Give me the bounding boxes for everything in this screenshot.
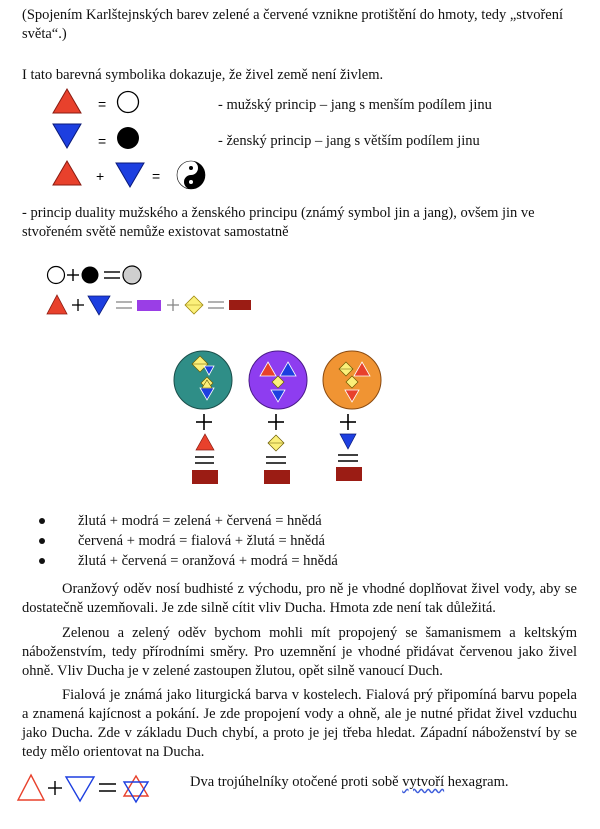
list-item: červená + modrá = fialová + žlutá = hnědá [18, 531, 578, 551]
plus-sign: + [96, 168, 105, 184]
teal-circle-group [174, 351, 232, 409]
circle-gray-icon [123, 266, 141, 284]
brown-rectangle [229, 300, 251, 310]
triangle-down-icon [88, 296, 110, 315]
triangle-up-icon [52, 160, 82, 186]
hexagram-icon [124, 776, 148, 802]
triangle-down-outline-icon [66, 777, 94, 801]
triangle-up-icon [47, 295, 67, 314]
color-mix-list [18, 511, 578, 571]
duality-paragraph: - princip duality mužského a ženského principu (známý symbol jin a jang), ovšem jin ve stvořeném světě nemůže existovat samostatně [22, 205, 535, 240]
equals-sign: = [98, 96, 107, 112]
brown-rectangle [264, 470, 290, 484]
three-circles-diagram [170, 350, 390, 490]
triangle-up-icon [52, 88, 82, 114]
circle-filled-icon [116, 126, 140, 150]
circle-outline-icon [116, 90, 140, 114]
row2-description: - ženský princip – jang s větším podílem jinu [218, 133, 480, 149]
paragraph-oranzovy: Oranžový oděv nosí budhisté z východu, pro ně je vhodné doplňovat živel vody, aby se dostatečně uzemňovali. Je zde silně cítit vliv Ducha. Hmota zde není tak důležitá. [22, 581, 577, 616]
circle-equation [46, 264, 158, 286]
triangle-down-icon [340, 434, 356, 449]
brown-rectangle [192, 470, 218, 484]
triangle-down-icon [115, 162, 145, 188]
hexagram-caption [190, 773, 580, 792]
circle-outline-icon [48, 267, 65, 284]
circle-filled-icon [82, 267, 99, 284]
purple-rectangle [137, 300, 161, 311]
equals-sign: = [98, 133, 107, 149]
list-item: žlutá + červená = oranžová + modrá = hnědá [18, 551, 578, 571]
triangle-equation [46, 292, 256, 320]
violet-circle-group [249, 351, 307, 409]
yin-yang-icon [176, 160, 206, 190]
triangle-down-icon [52, 123, 82, 149]
caption-part: Dva trojúhelníky otočené proti sobě [190, 774, 403, 790]
triangle-up-icon [196, 434, 214, 450]
spellcheck-word[interactable]: vytvoří [402, 774, 445, 790]
intro-paragraph: (Spojením Karlštejnských barev zelené a červené vznikne protištění do hmoty, tedy „stvoření světa“.) [22, 7, 564, 42]
brown-rectangle [336, 467, 362, 481]
row1-description: - mužský princip – jang s menším podílem jinu [218, 97, 492, 113]
paragraph-zelenou: Zelenou a zelený oděv bychom mohli mít propojený se šamanismem a keltským náboženstvím, tedy přírodními směry. Pro uzemnění je vhodné přidávat červenou jako živel ohně. Vliv Ducha je v zelené zastoupen žlutou, opět silně vanoucí Duch. [22, 625, 577, 679]
symbolika-paragraph: I tato barevná symbolika dokazuje, že živel země není živlem. [22, 67, 384, 83]
orange-circle-group [323, 351, 381, 409]
list-item: žlutá + modrá = zelená + červená = hnědá [18, 511, 578, 531]
caption-part: hexagram. [444, 774, 509, 790]
hexagram-equation [16, 772, 156, 804]
triangle-up-outline-icon [18, 775, 44, 800]
paragraph-fialova: Fialová je známá jako liturgická barva v kostelech. Fialová prý připomíná barvu popela a znamená kajícnost a pokání. Je zde propojení vody a ohně, ale je nutné přidat živel vzduchu jako Ducha. Zde v základu Duch chybí, a proto je jej třeba hledat. Západní náboženství by se tedy mělo orientovat na Ducha. [22, 687, 577, 760]
equals-sign: = [152, 168, 161, 184]
